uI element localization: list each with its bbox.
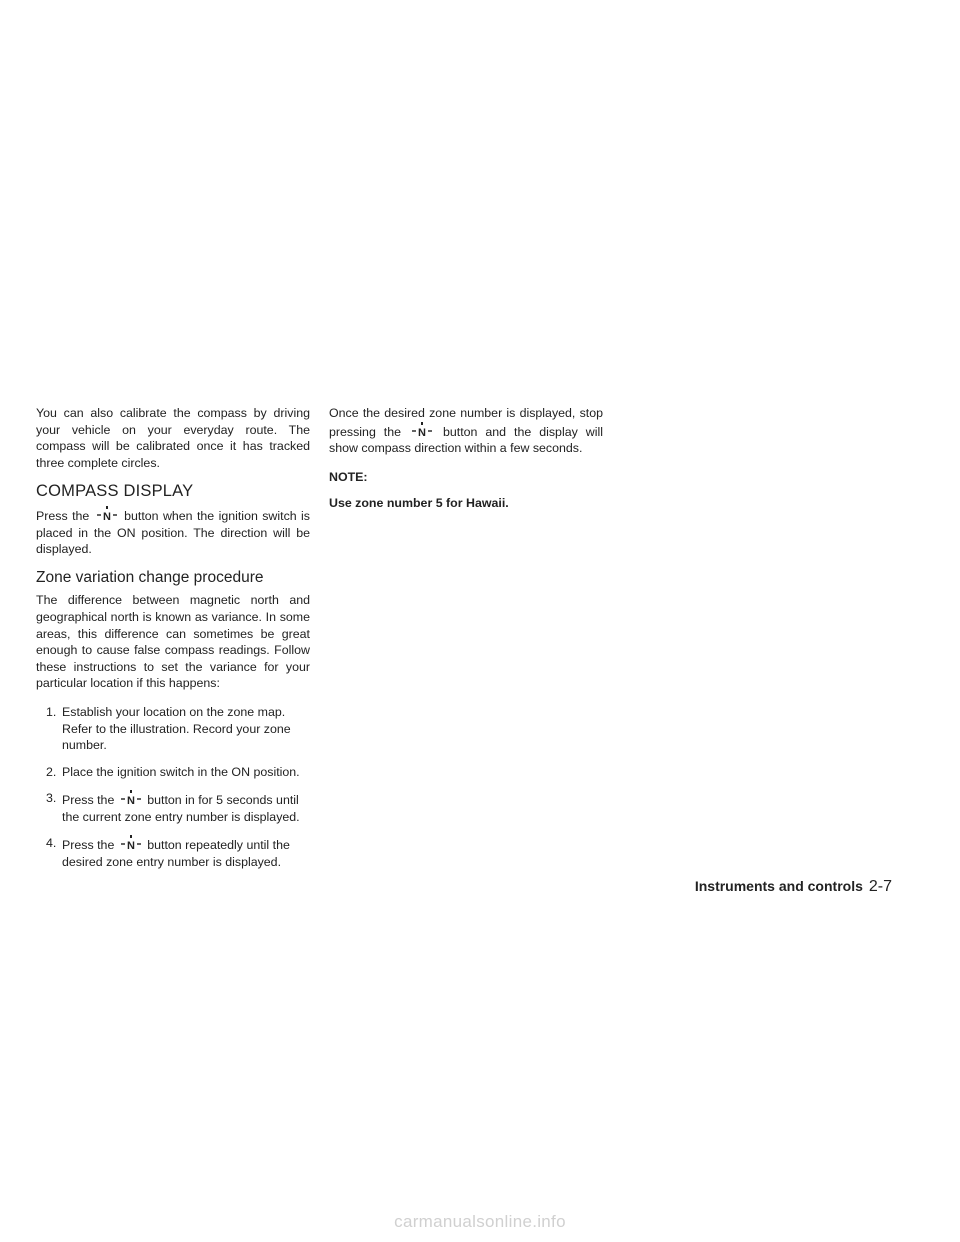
svg-text:N: N (102, 510, 111, 522)
footer-section-title: Instruments and controls (694, 878, 863, 894)
compass-n-icon (411, 422, 433, 438)
svg-text:N: N (126, 795, 135, 807)
list-item: 2. Place the ignition switch in the ON position. (46, 764, 300, 779)
compass-n-icon (120, 835, 142, 851)
variance-paragraph: The difference between magnetic north and geographical north is known as variance. In some areas, this difference can sometimes be great enough to cause false compass readings. Follow these instructions to set the variance for your particular location if this happens: (36, 593, 310, 691)
list-item: 3. Press the N button in for 5 seconds until the current zone entry number is displayed. (46, 791, 300, 824)
compass-n-icon (96, 506, 118, 522)
list-item: 4. Press the N button repeatedly until the desired zone entry number is displayed. (46, 836, 290, 870)
page-footer (695, 878, 892, 896)
compass-n-icon (120, 790, 142, 806)
svg-text:N: N (126, 840, 135, 852)
note-text: Use zone number 5 for Hawaii. (329, 496, 509, 511)
steps-list (36, 704, 310, 871)
right-column (329, 405, 603, 512)
left-column (36, 405, 310, 881)
note-title: NOTE: (329, 469, 368, 484)
intro-paragraph: You can also calibrate the compass by driving your vehicle on your everyday route. The compass will be calibrated once it has tracked three complete circles. (36, 406, 310, 470)
stop-pressing-paragraph: Once the desired zone number is displayed, stop pressing the N button and the display will show compass direction within a few seconds. (329, 406, 603, 456)
compass-display-paragraph: Press the N button when the ignition switch is placed in the ON position. The direction will be displayed. (36, 506, 310, 558)
subsection-title: Zone variation change procedure (36, 568, 264, 586)
section-title: COMPASS DISPLAY (36, 482, 194, 501)
svg-text:N: N (418, 426, 426, 438)
list-item: 1. Establish your location on the zone map. Refer to the illustration. Record your zone number. (46, 704, 291, 753)
page-number: 2-7 (868, 878, 892, 895)
watermark: carmanualsonline.info (394, 1212, 566, 1231)
